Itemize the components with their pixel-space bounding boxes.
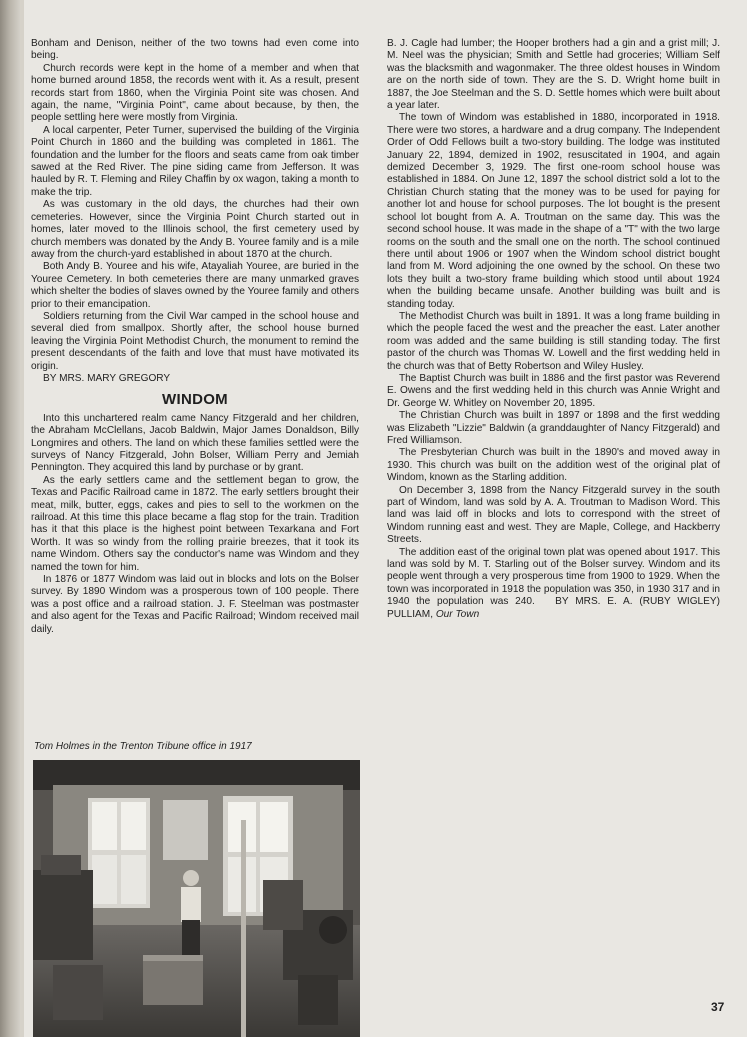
byline-pulliam: BY MRS. E. A. (RUBY WIGLEY) PULLIAM, xyxy=(387,596,720,620)
byline-gregory: BY MRS. MARY GREGORY xyxy=(43,372,171,384)
left-column xyxy=(31,38,359,636)
right-column xyxy=(387,38,720,621)
page-number: 37 xyxy=(711,1000,725,1014)
paragraph: The town of Windom was established in 1880, incorporated in 1918. There were two stores, a hardware and a drug company. The Independent Order of Odd Fellows built a two-story building. The lodge was instituted January 22, 1894, demized in 1902, resuscitated in 1904, and again demized December 3, 1929. The first one-room school house was established in 1884. On June 12, 1897 the school district sold a lot to the Christian Church stating that the money was to be used for paying for another lot and house for school purposes. The lot bought is the present school lot bought from A. A. Troutman on the same day. This was the second school house. It was made in the shape of a "T" with the two large rooms on the south and the small one on the north. The school continued there until about 1906 or 1907 when the Windom school district bought land from M. Word adjoining the one owned by the school. On these two lots they built a two-story frame building which stood until about 1924 when the building became unsafe. Another building was built and is standing today. xyxy=(387,112,720,310)
paragraph-text: The addition east of the original town plat was opened about 1917. This land was sold by M. T. Starling out of the Bolser survey. Windom and its people went through a very prosperous time from 1900 to 1929. When the town was incorporated in 1918 the population was 350, in 1930 317 and in 1940 the population was 240. xyxy=(387,546,720,608)
paragraph: The Presbyterian Church was built in the 1890's and moved away in 1930. This church was built on the addition west of the original plat of Windom, known as the Starling addition. xyxy=(387,447,720,484)
paragraph: The Baptist Church was built in 1886 and the first pastor was Reverend E. Owens and the first wedding held in this church was Annie Wright and Dr. George W. Whitley on November 20, 1895. xyxy=(387,372,720,409)
paragraph: Bonham and Denison, neither of the two towns had even come into being. xyxy=(31,38,359,62)
paragraph: Into this unchartered realm came Nancy Fitzgerald and her children, the Abraham McClellans, Jacob Baldwin, Major James Donaldson, Billy Longmires and others. The land on which these families settled were the surveys of Nancy Fitzgerald, John Bolser, William Perry and Jemiah Pennington. They acquired this land by purchase or by grant. xyxy=(31,412,359,474)
paragraph: A local carpenter, Peter Turner, supervised the building of the Virginia Point Church in 1860 and the building was completed in 1861. The foundation and the lumber for the floors and seats came from oak timber sawed at the Red River. The pine siding came from Jefferson. It was hauled by R. T. Fleming and Riley Chaffin by ox wagon, taking a month to make the trip. xyxy=(31,124,359,198)
section-heading-windom: WINDOM xyxy=(162,391,228,409)
paragraph: Soldiers returning from the Civil War camped in the school house and several died from smallpox. Shortly after, the school house burned leaving the Virginia Point Methodist Church, the monument to remind the present descendants of the faith and love that must have motivated its origin. xyxy=(31,310,359,372)
binding-strip xyxy=(20,0,24,1037)
paragraph: In 1876 or 1877 Windom was laid out in blocks and lots on the Bolser survey. By 1890 Windom was a prosperous town of 100 people. There was a post office and a railroad station. J. F. Steelman was postmaster and also agent for the Texas and Pacific Railroad; Windom received mail daily. xyxy=(31,574,359,635)
paragraph: The Methodist Church was built in 1891. It was a long frame building in which the people faced the west and the preacher the east. Later another room was added and the same building is still standing today. The first pastor of the church was Thomas W. Lowell and the first wedding held in the church was that of Betty Robertson and Wiley Husley. xyxy=(387,310,720,372)
historic-photo xyxy=(33,760,360,1037)
paragraph: Both Andy B. Youree and his wife, Atayaliah Youree, are buried in the Youree Cemetery. In both cemeteries there are many unmarked graves which shelter the bodies of slaves owned by the Youree family and others prior to their emancipation. xyxy=(31,261,359,310)
page-edge xyxy=(0,0,22,1037)
paragraph: As was customary in the old days, the churches had their own cemeteries. However, since the Virginia Point Church started out in homes, later moved to the Illinois school, the first cemetery used by church members was donated by the Andy B. Youree family and is a mile away from the church-yard established in about 1870 at the church. xyxy=(31,199,359,260)
source-title: Our Town xyxy=(435,608,480,620)
paragraph: B. J. Cagle had lumber; the Hooper brothers had a gin and a grist mill; J. M. Neel was the physician; Smith and Settle had groceries; William Self was the blacksmith and wagonmaker. The three oldest houses in Windom are on the north side of town. They are the S. D. Wright home built in 1887, the Joe Steelman and the S. D. Settle homes which were built about a year later. xyxy=(387,38,720,112)
paragraph: Church records were kept in the home of a member and when that home burned around 1858, the records went with it. As a result, present records start from 1860, when the Virginia Point site was chosen. And again, the name, "Virginia Point", came about because, by then, the people settling here were mostly from Virginia. xyxy=(31,62,359,124)
photo-illustration xyxy=(33,760,360,1037)
paragraph-with-byline xyxy=(387,547,720,621)
paragraph: The Christian Church was built in 1897 or 1898 and the first wedding was Elizabeth "Lizzie" Baldwin (a granddaughter of Nancy Fitzgerald) and Fred Williamson. xyxy=(387,410,720,446)
paragraph: As the early settlers came and the settlement began to grow, the Texas and Pacific Railroad came in 1872. The early settlers brought their meat, milk, butter, eggs, cakes and pies to sell to the workmen on the railroad. At this time this place became a flag stop for the train. Tradition has it that this place is the highest point between Texarkana and Fort Worth. It was so windy from the rolling prairie breezes, that it took its name Windom. Others say the conductor's name was Windom and they named the town for him. xyxy=(31,474,359,573)
photo-caption: Tom Holmes in the Trenton Tribune office in 1917 xyxy=(34,741,252,752)
paragraph: On December 3, 1898 from the Nancy Fitzgerald survey in the south part of Windom, land was sold by A. A. Troutman to Madison Word. This land was laid off in blocks and lots to correspond with the street of Windom running east and west. They are Maple, College, and Hackberry Streets. xyxy=(387,484,720,546)
